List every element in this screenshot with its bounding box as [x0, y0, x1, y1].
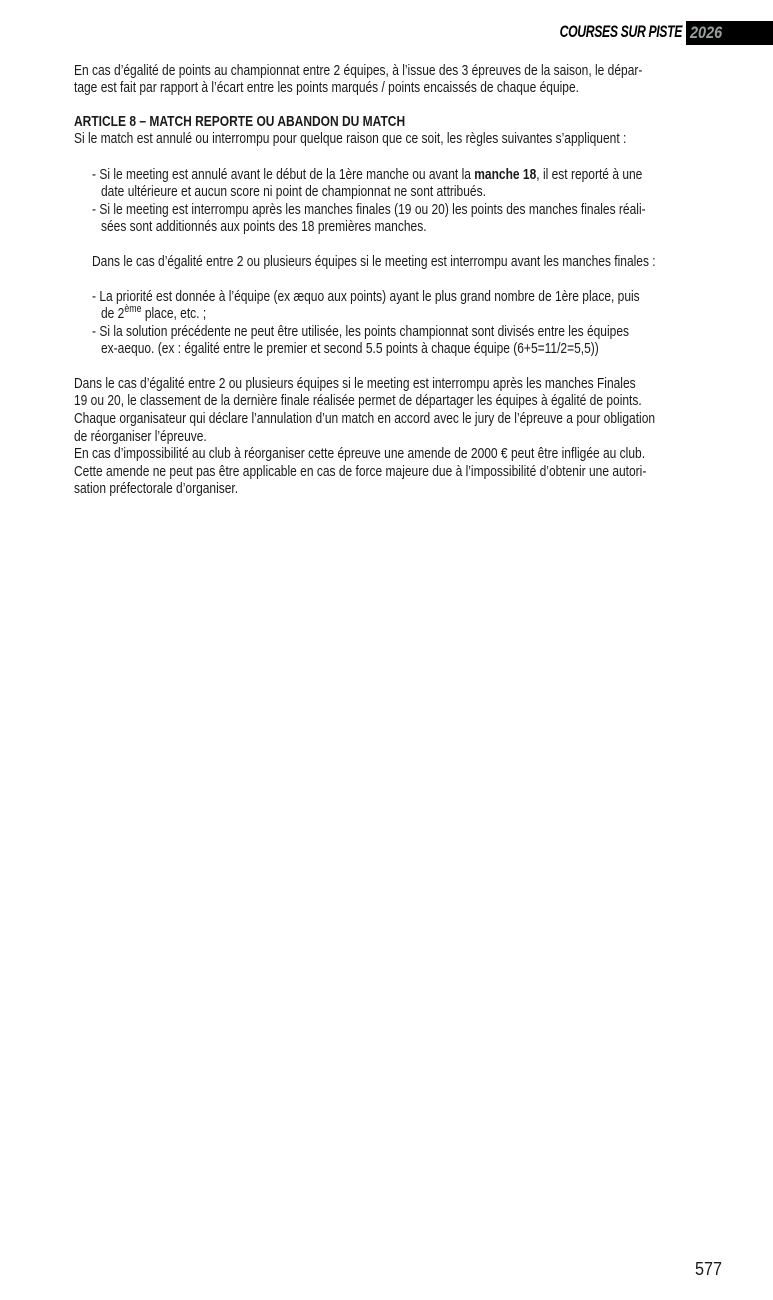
header-title: COURSES SUR PISTE — [559, 22, 682, 41]
bullet-line: - Si la solution précédente ne peut être utilisée, les points championnat sont divisés entre les équipes — [92, 323, 629, 340]
text: - Si le meeting est annulé avant le début de la 1ère manche ou avant la — [92, 166, 475, 183]
closing-line: 19 ou 20, le classement de la dernière finale réalisée permet de départager les équipes à égalité de points. — [74, 392, 642, 409]
closing-line: En cas d’impossibilité au club à réorganiser cette épreuve une amende de 2000 € peut être infligée au club. — [74, 445, 646, 462]
intro-line: En cas d’égalité de points au championnat entre 2 équipes, à l’issue des 3 épreuves de la saison, le dépar- — [74, 62, 643, 79]
text: , il est reporté à une — [536, 166, 643, 183]
header-year: 2026 — [690, 23, 723, 42]
bullet-line: date ultérieure et aucun score ni point de championnat ne sont attribués. — [101, 183, 486, 200]
bullet-line: - La priorité est donnée à l’équipe (ex æquo aux points) ayant le plus grand nombre de 1ère place, puis — [92, 288, 640, 305]
closing-line: sation préfectorale d’organiser. — [74, 480, 239, 497]
header-year-bar — [686, 21, 773, 45]
text: place, etc. ; — [141, 305, 207, 322]
article-heading: ARTICLE 8 – MATCH REPORTE OU ABANDON DU MATCH — [74, 113, 406, 130]
bold-text: manche 18 — [474, 166, 537, 183]
page-number: 577 — [695, 1259, 723, 1279]
article-lead: Si le match est annulé ou interrompu pour quelque raison que ce soit, les règles suivantes s’appliquent : — [74, 130, 627, 147]
closing-line: Cette amende ne peut pas être applicable en cas de force majeure due à l’impossibilité d’obtenir une autori- — [74, 463, 647, 480]
text: de 2 — [101, 305, 125, 322]
closing-line: Chaque organisateur qui déclare l’annulation d’un match en accord avec le jury de l’épreuve a pour obligation — [74, 410, 656, 427]
tie-lead: Dans le cas d’égalité entre 2 ou plusieurs équipes si le meeting est interrompu avant les manches finales : — [92, 253, 656, 270]
bullet-line: sées sont additionnés aux points des 18 premières manches. — [101, 218, 427, 235]
closing-line: de réorganiser l’épreuve. — [74, 428, 207, 445]
bullet-line: - Si le meeting est interrompu après les manches finales (19 ou 20) les points des manches finales réali- — [92, 201, 646, 218]
bullet-line: ex-aequo. (ex : égalité entre le premier et second 5.5 points à chaque équipe (6+5=11/2=5,5)) — [101, 340, 599, 357]
intro-line: tage est fait par rapport à l’écart entre les points marqués / points encaissés de chaque équipe. — [74, 79, 579, 96]
bullet-line — [101, 305, 206, 322]
closing-line: Dans le cas d’égalité entre 2 ou plusieurs équipes si le meeting est interrompu après les manches Finales — [74, 375, 636, 392]
bullet-line — [92, 166, 642, 183]
superscript: ème — [124, 303, 142, 315]
